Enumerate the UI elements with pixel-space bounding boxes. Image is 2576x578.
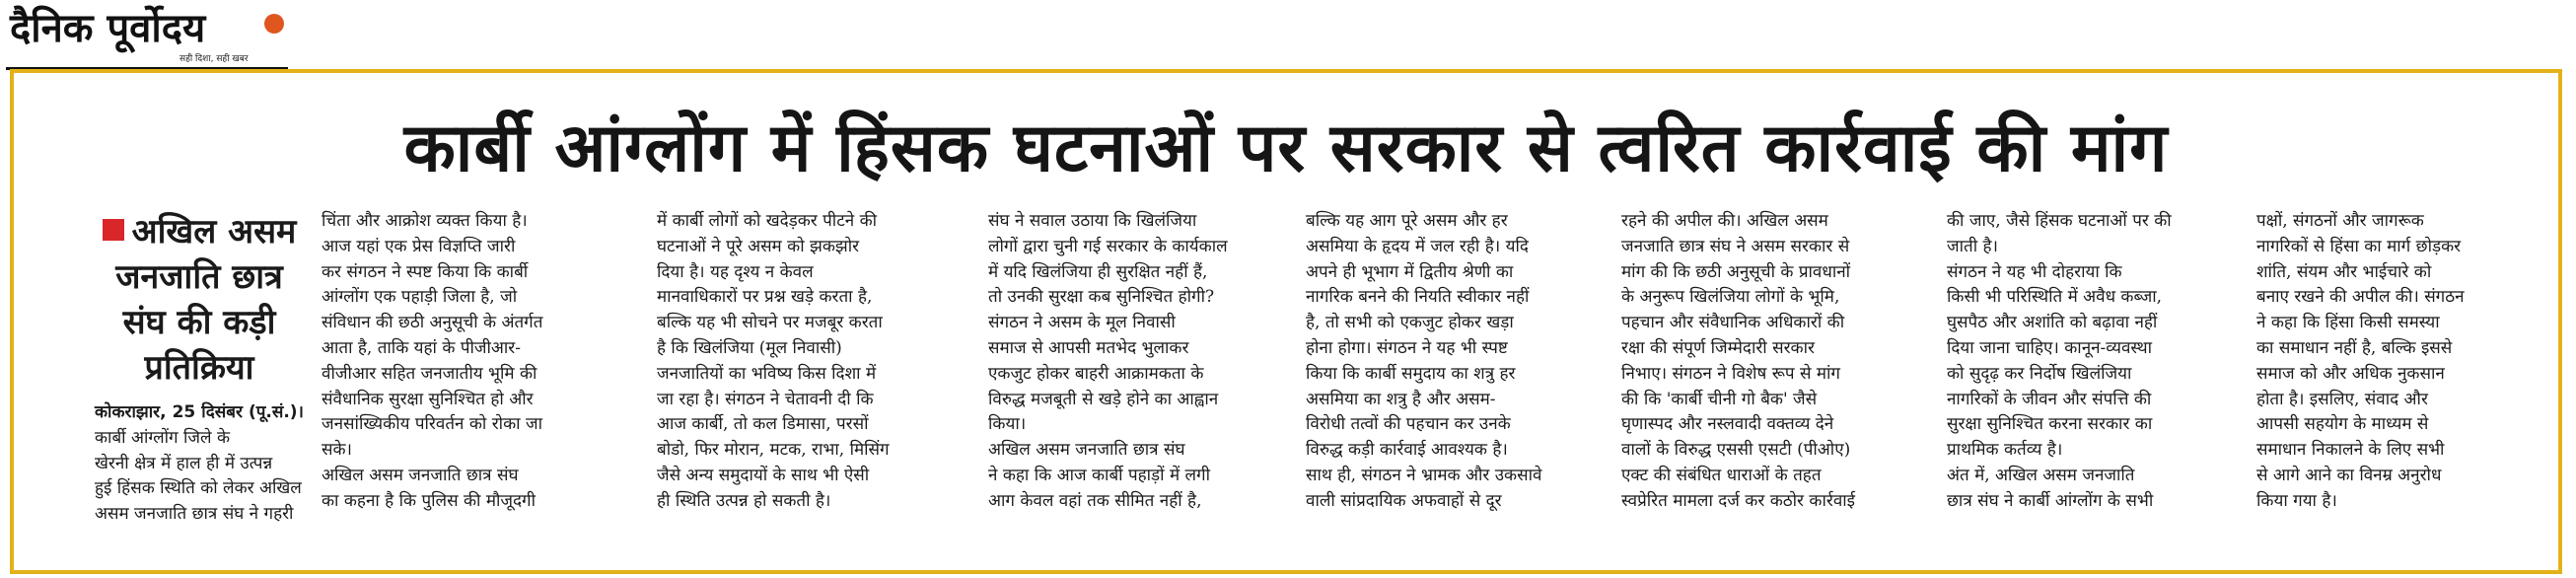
article-line: घटनाओं ने पूरे असम को झकझोर [657,236,860,256]
headline: कार्बी आंग्लोंग में हिंसक घटनाओं पर सरकार से त्वरित कार्रवाई की मांग [403,109,2169,187]
article-line: आपसी सहयोग के माध्यम से [2256,414,2429,435]
article-line: समाज को और अधिक नुकसान [2256,363,2445,384]
article-line: अखिल असम जनजाति छात्र संघ [988,440,1185,461]
article-line: अंत में, अखिल असम जनजाति [1947,465,2135,485]
article-line: आज यहां एक प्रेस विज्ञप्ति जारी [322,236,516,256]
article-line: संवैधानिक सुरक्षा सुनिश्चित हो और [322,389,534,409]
column-1-lines [95,428,304,528]
article-line: वीजीआर सहित जनजातीय भूमि की [322,363,537,384]
article-line: विरुद्ध मजबूती से खड़े होने का आह्वान [988,389,1219,409]
article-line: नागरिकों से हिंसा का मार्ग छोड़कर [2256,236,2462,256]
article-line: घृणास्पद और नस्लवादी वक्तव्य देने [1621,414,1834,435]
article-line: अखिल असम जनजाति छात्र संघ [322,465,519,485]
article-line: घुसपैठ और अशांति को बढ़ावा नहीं [1947,313,2158,333]
masthead [6,4,302,73]
article-line: की जाए, जैसे हिंसक घटनाओं पर की [1947,211,2172,231]
article-frame [10,69,2562,574]
article-line: आंग्लोंग एक पहाड़ी जिला है, जो [322,287,518,308]
article-line: जा रहा है। संगठन ने चेतावनी दी कि [657,389,874,409]
article-line: ने कहा कि हिंसा किसी समस्या [2256,313,2440,333]
article-line: विरोधी तत्वों की पहचान कर उनके [1306,414,1511,435]
article-column-1 [95,209,304,528]
article-line: का समाधान नहीं है, बल्कि इससे [2256,337,2453,358]
article-line: दिया है। यह दृश्य न केवल [657,261,814,282]
article-line: बोडो, फिर मोरान, मटक, राभा, मिसिंग [657,440,890,461]
article-line: संगठन ने असम के मूल निवासी [988,313,1176,333]
red-square-icon [103,219,124,241]
article-line: में कार्बी लोगों को खदेड़कर पीटने की [657,211,878,231]
article-line: समाज से आपसी मतभेद भुलाकर [988,337,1189,358]
article-line: विरुद्ध कड़ी कार्रवाई आवश्यक है। [1306,440,1508,461]
article-line: साथ ही, संगठन ने भ्रामक और उकसावे [1306,465,1542,485]
article-line: कार्बी आंग्लोंग जिले के [95,427,231,448]
article-line: जनजाति छात्र संघ ने असम सरकार से [1621,236,1850,256]
article-line: स्वप्रेरित मामला दर्ज कर कठोर कार्रवाई [1621,490,1856,511]
article-line: जनसांख्यिकीय परिवर्तन को रोका जा [322,414,542,435]
article-line: किया गया है। [2256,490,2337,511]
article-line: किया कि कार्बी समुदाय का शत्रु हर [1306,363,1516,384]
article-line: रक्षा की संपूर्ण जिम्मेदारी सरकार [1621,337,1815,358]
article-line: सके। [322,440,352,461]
article-line: समाधान निकालने के लिए सभी [2256,440,2445,461]
article-column-8 [2256,209,2552,515]
article-line: आग केवल वहां तक सीमित नहीं है, [988,490,1202,511]
article-column-7 [1947,209,2243,515]
article-line: किया। [988,414,1027,435]
article-line: आता है, ताकि यहां के पीजीआर- [322,337,521,358]
article-line: ही स्थिति उत्पन्न हो सकती है। [657,490,831,511]
logo-dot-icon [264,14,284,34]
article-column-2 [322,209,623,515]
kicker-text: अखिल असम जनजाति छात्र संघ की कड़ी प्रतिक्रिया [115,212,297,388]
article-line: चिंता और आक्रोश व्यक्त किया है। [322,211,528,231]
newspaper-name: दैनिक पूर्वोदय [10,6,206,51]
article-line: बनाए रखने की अपील की। संगठन [2256,287,2465,308]
article-line: के अनुरूप खिलंजिया लोगों के भूमि, [1621,287,1840,308]
article-column-6 [1621,209,1923,515]
article-line: की कि 'कार्बी चीनी गो बैक' जैसे [1621,389,1818,409]
article-line: बल्कि यह आग पूरे असम और हर [1306,211,1508,231]
article-line: छात्र संघ ने कार्बी आंग्लोंग के सभी [1947,490,2154,511]
article-line: प्राथमिक कर्तव्य है। [1947,440,2063,461]
article-column-3 [657,209,959,515]
article-line: पहचान और संवैधानिक अधिकारों की [1621,313,1845,333]
article-line: ने कहा कि आज कार्बी पहाड़ों में लगी [988,465,1211,485]
article-line: संगठन ने यह भी दोहराया कि [1947,261,2122,282]
article-line: पक्षों, संगठनों और जागरूक [2256,211,2424,231]
article-column-5 [1306,209,1608,515]
article-line: मांग की कि छठी अनुसूची के प्रावधानों [1621,261,1851,282]
article-line: शांति, संयम और भाईचारे को [2256,261,2432,282]
article-line: नागरिकों के जीवन और संपत्ति की [1947,389,2152,409]
article-line: सुरक्षा सुनिश्चित करना सरकार का [1947,414,2153,435]
article-line: बल्कि यह भी सोचने पर मजबूर करता [657,313,883,333]
article-line: कर संगठन ने स्पष्ट किया कि कार्बी [322,261,529,282]
dateline: कोकराझार, 25 दिसंबर (पू.सं.)। [95,402,304,422]
article-line: में यदि खिलंजिया ही सुरक्षित नहीं हैं, [988,261,1208,282]
article-line: असम जनजाति छात्र संघ ने गहरी [95,504,294,525]
article-line: का कहना है कि पुलिस की मौजूदगी [322,490,537,511]
article-line: निभाए। संगठन ने विशेष रूप से मांग [1621,363,1841,384]
article-line: नागरिक बनने की नियति स्वीकार नहीं [1306,287,1530,308]
column-1-body [95,400,304,528]
article-line: आज कार्बी, तो कल डिमासा, परसों [657,414,869,435]
article-line: को सुदृढ़ कर निर्दोष खिलंजिया [1947,363,2132,384]
article-line: हुई हिंसक स्थिति को लेकर अखिल [95,478,302,499]
article-line: एक्ट की संबंधित धाराओं के तहत [1621,465,1822,485]
article-line: है, तो सभी को एकजुट होकर खड़ा [1306,313,1514,333]
article-line: वाली सांप्रदायिक अफवाहों से दूर [1306,490,1502,511]
kicker [95,209,304,391]
article-line: होता है। इसलिए, संवाद और [2256,389,2428,409]
article-line: तो उनकी सुरक्षा कब सुनिश्चित होगी? [988,287,1215,308]
article-line: है कि खिलंजिया (मूल निवासी) [657,337,842,358]
article-line: किसी भी परिस्थिति में अवैध कब्जा, [1947,287,2163,308]
article-line: रहने की अपील की। अखिल असम [1621,211,1828,231]
article-line: संविधान की छठी अनुसूची के अंतर्गत [322,313,543,333]
article-column-4 [988,209,1290,515]
article-line: असमिया का शत्रु है और असम- [1306,389,1496,409]
article-line: होना होगा। संगठन ने यह भी स्पष्ट [1306,337,1508,358]
article-line: दिया जाना चाहिए। कानून-व्यवस्था [1947,337,2152,358]
article-line: खेरनी क्षेत्र में हाल ही में उत्पन्न [95,453,273,473]
article-line: जैसे अन्य समुदायों के साथ भी ऐसी [657,465,870,485]
article-line: एकजुट होकर बाहरी आक्रामकता के [988,363,1204,384]
article-line: लोगों द्वारा चुनी गई सरकार के कार्यकाल [988,236,1228,256]
article-line: असमिया के हृदय में जल रही है। यदि [1306,236,1529,256]
article-line: मानवाधिकारों पर प्रश्न खड़े करता है, [657,287,873,308]
article-line: से आगे आने का विनम्र अनुरोध [2256,465,2442,485]
article-line: जनजातियों का भविष्य किस दिशा में [657,363,877,384]
article-line: अपने ही भूभाग में द्वितीय श्रेणी का [1306,261,1514,282]
newspaper-tagline: सही दिशा, सही खबर [179,54,249,64]
article-line: संघ ने सवाल उठाया कि खिलंजिया [988,211,1197,231]
article-line: जाती है। [1947,236,1998,256]
article-line: वालों के विरुद्ध एससी एसटी (पीओए) [1621,440,1851,461]
